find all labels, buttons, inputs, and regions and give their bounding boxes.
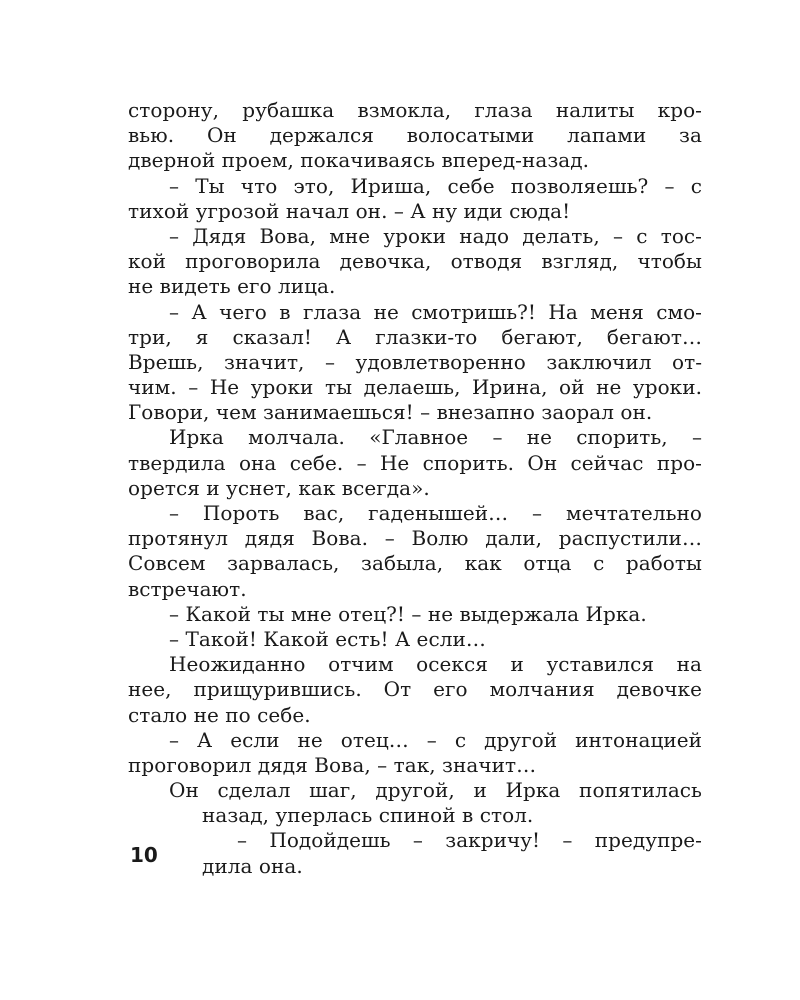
text-line: стало не по себе. <box>128 702 311 727</box>
text-line: орется и уснет, как всегда». <box>128 475 430 500</box>
text-line: твердила она себе. – Не спорить. Он сейчас про- <box>128 450 702 475</box>
text-line: три, я сказал! А глазки-то бегают, бегают… <box>128 324 702 349</box>
text-line: Врешь, значит, – удовлетворенно заключил от- <box>128 349 702 374</box>
text-line: Совсем зарвалась, забыла, как отца с работы <box>128 551 702 576</box>
text-line: Он сделал шаг, другой, и Ирка попятилась <box>169 778 702 803</box>
body-text <box>128 98 702 879</box>
text-line: нее, прищурившись. От его молчания девочке <box>128 677 702 702</box>
text-line: не видеть его лица. <box>128 274 336 299</box>
text-line: – Такой! Какой есть! А если… <box>169 626 486 651</box>
text-line: – Ты что это, Ириша, себе позволяешь? – с <box>169 173 702 198</box>
text-line: кой проговорила девочка, отводя взгляд, чтобы <box>128 249 702 274</box>
text-line: Неожиданно отчим осекся и уставился на <box>169 652 702 677</box>
text-line: Ирка молчала. «Главное – не спорить, – <box>169 425 702 450</box>
text-line: Говори, чем занимаешься! – внезапно заорал он. <box>128 400 653 425</box>
text-line: назад, уперлась спиной в стол. <box>202 803 534 828</box>
text-line: – Подойдешь – закричу! – предупре- <box>237 828 702 853</box>
text-line: – Дядя Вова, мне уроки надо делать, – с тос- <box>169 223 702 248</box>
text-line: дила она. <box>202 853 303 878</box>
text-line: чим. – Не уроки ты делаешь, Ирина, ой не уроки. <box>128 375 702 400</box>
text-line: дверной проем, покачиваясь вперед-назад. <box>128 148 590 173</box>
text-line: – А чего в глаза не смотришь?! На меня смо- <box>169 299 702 324</box>
text-line: – Какой ты мне отец?! – не выдержала Ирка. <box>169 601 647 626</box>
text-line: вью. Он держался волосатыми лапами за <box>128 123 702 148</box>
text-line: сторону, рубашка взмокла, глаза налиты кро- <box>128 98 702 122</box>
text-line: – А если не отец… – с другой интонацией <box>169 727 702 752</box>
text-line: встречают. <box>128 576 247 601</box>
text-line: проговорил дядя Вова, – так, значит… <box>128 752 537 777</box>
text-line: – Пороть вас, гаденышей… – мечтательно <box>169 501 702 525</box>
page-number: 10 <box>130 843 158 867</box>
text-line: протянул дядя Вова. – Волю дали, распустили… <box>128 526 702 551</box>
text-line: тихой угрозой начал он. – А ну иди сюда! <box>128 198 571 223</box>
